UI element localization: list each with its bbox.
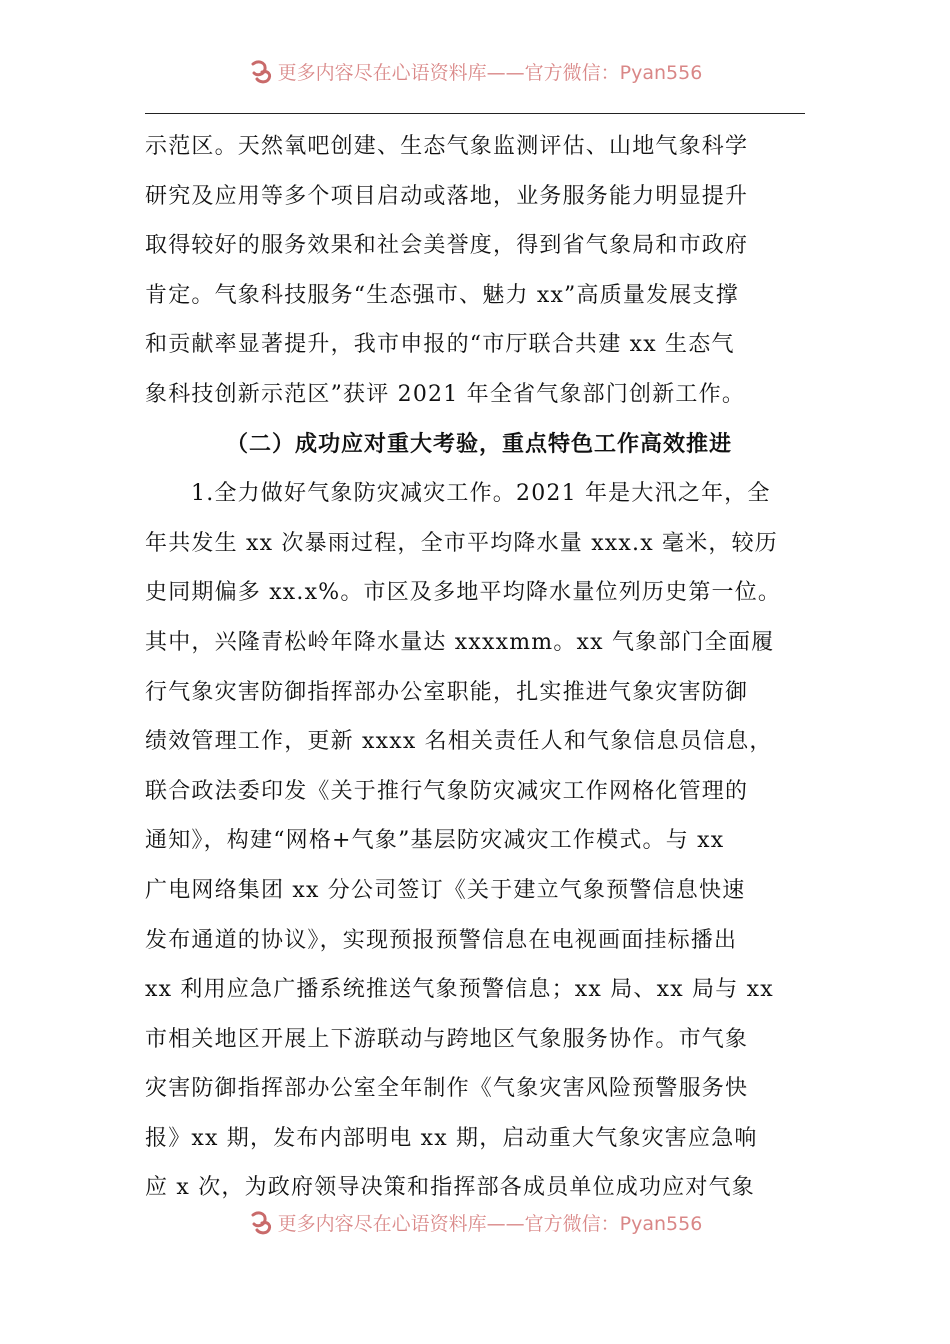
document-body xyxy=(145,122,813,1213)
paragraph-line: 发布通道的协议》，实现预报预警信息在电视画面挂标播出 xyxy=(145,927,738,953)
footer-watermark xyxy=(0,1207,950,1237)
paragraph-line: 市相关地区开展上下游联动与跨地区气象服务协作。市气象 xyxy=(145,1026,749,1052)
paragraph-line: 史同期偏多 xx.x%。市区及多地平均降水量位列历史第一位。 xyxy=(145,580,782,606)
paragraph-line: 应 x 次，为政府领导决策和指挥部各成员单位成功应对气象 xyxy=(145,1175,755,1201)
paragraph-line: 报》xx 期，发布内部明电 xx 期，启动重大气象灾害应急响 xyxy=(145,1125,758,1151)
paragraph-line: 年共发生 xx 次暴雨过程，全市平均降水量 xxx.x 毫米，较历 xyxy=(145,530,779,556)
paragraph-line: 通知》，构建“网格+气象”基层防灾减灾工作模式。与 xx xyxy=(145,828,725,854)
body-line: 示范区。天然氧吧创建、生态气象监测评估、山地气象科学 xyxy=(145,134,749,159)
paragraph-line: 1.全力做好气象防灾减灾工作。2021 年是大汛之年，全 xyxy=(191,481,771,507)
header-watermark xyxy=(0,56,950,86)
paragraph-line: 灾害防御指挥部办公室全年制作《气象灾害风险预警服务快 xyxy=(145,1076,749,1102)
body-line: 取得较好的服务效果和社会美誉度，得到省气象局和市政府 xyxy=(145,233,749,259)
paragraph-line: 行气象灾害防御指挥部办公室职能，扎实推进气象灾害防御 xyxy=(145,679,749,705)
section-heading: （二）成功应对重大考验，重点特色工作高效推进 xyxy=(225,430,732,457)
logo-icon xyxy=(248,1209,274,1235)
footer-watermark-text: 更多内容尽在心语资料库——官方微信：Pyan556 xyxy=(277,1212,703,1235)
paragraph-line: 其中，兴隆青松岭年降水量达 xxxxmm。xx 气象部门全面履 xyxy=(145,629,775,655)
paragraph-line: 绩效管理工作，更新 xxxx 名相关责任人和气象信息员信息， xyxy=(145,729,773,755)
body-line: 象科技创新示范区”获评 2021 年全省气象部门创新工作。 xyxy=(145,381,746,407)
header-watermark-text: 更多内容尽在心语资料库——官方微信：Pyan556 xyxy=(277,61,703,84)
body-line: 和贡献率显著提升，我市申报的“市厅联合共建 xx 生态气 xyxy=(145,332,735,358)
body-line: 肯定。气象科技服务“生态强市、魅力 xx”高质量发展支撑 xyxy=(145,282,739,308)
header-divider xyxy=(145,113,805,114)
paragraph-line: 联合政法委印发《关于推行气象防灾减灾工作网格化管理的 xyxy=(145,778,749,804)
paragraph-line: 广电网络集团 xx 分公司签订《关于建立气象预警信息快速 xyxy=(145,877,746,903)
logo-icon xyxy=(248,58,274,84)
body-line: 研究及应用等多个项目启动或落地，业务服务能力明显提升 xyxy=(145,183,749,209)
paragraph-line: xx 利用应急广播系统推送气象预警信息；xx 局、xx 局与 xx xyxy=(145,977,774,1003)
